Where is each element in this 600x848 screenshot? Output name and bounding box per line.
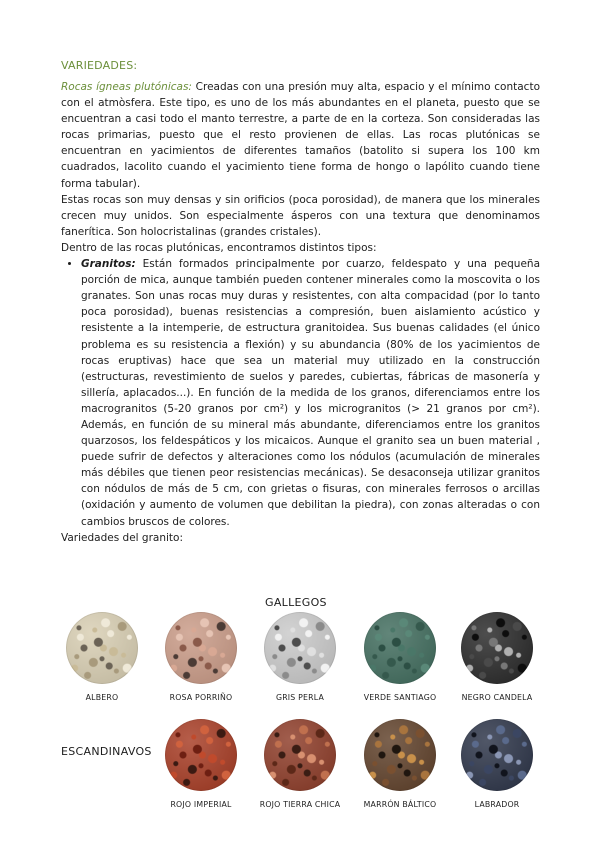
galician-group-label: GALLEGOS [265, 596, 327, 609]
granite-swatch-rojo-imperial [161, 719, 241, 809]
granite-term: Granitos: [81, 258, 136, 271]
granite-swatch-labrador [457, 719, 537, 809]
granite-swatch-marron-baltico [360, 719, 440, 809]
intro-term: Rocas ígneas plutónicas: [61, 81, 192, 93]
swatch-label: GRIS PERLA [275, 693, 325, 702]
swatch-label: VERDE SANTIAGO [363, 693, 437, 702]
scandinavian-group-label: ESCANDINAVOS [61, 745, 152, 758]
swatch-label: LABRADOR [474, 800, 520, 809]
swatch-label: ROJO IMPERIAL [170, 800, 232, 809]
granite-swatch-negro-candela [457, 612, 537, 702]
density-paragraph: Estas rocas son muy densas y sin orificios (poca porosidad), de manera que los minerales crecen muy unidos. Son especialmente ásperos con una textura que denominamos fanerítica. Son holocristalinas (grandes cristales). [61, 193, 540, 238]
granite-texture-negro-candela [461, 612, 533, 684]
granite-swatch-albero [62, 612, 142, 702]
granite-texture-gris-perla [264, 612, 336, 684]
swatch-label: ROJO TIERRA CHICA [259, 800, 341, 809]
granite-texture-labrador [461, 719, 533, 791]
body-text [61, 79, 540, 546]
list-item-granite [81, 256, 540, 530]
granite-texture-rojo-tierra-chica [264, 719, 336, 791]
granite-swatch-rojo-tierra-chica [260, 719, 340, 809]
granite-texture-rosa-porrino [165, 612, 237, 684]
swatch-label: MARRÓN BÁLTICO [363, 800, 437, 809]
types-list [61, 256, 540, 530]
intro-paragraph [61, 79, 540, 192]
granite-swatch-verde-santiago [360, 612, 440, 702]
intro-text: Creadas con una presión muy alta, espacio y el mínimo contacto con el atmòsfera. Este tipo, es uno de los más abundantes en el planeta, puesto que se encuentran a casi todo el manto terrestre, a parte de en la corteza. Son consideradas las rocas primarias, puesto que el resto provienen de ellas. Las rocas plutónicas se encuentran en yacimientos de diferentes tamaños (batolito si supera los 100 km cuadrados, lacolito cuando el yacimiento tiene forma de hongo o lapólito cuando tiene forma tabular). [61, 81, 540, 190]
section-heading: VARIEDADES: [61, 59, 138, 72]
swatch-label: ALBERO [85, 693, 119, 702]
swatch-label: NEGRO CANDELA [461, 693, 533, 702]
granite-texture-verde-santiago [364, 612, 436, 684]
granite-swatch-gris-perla [260, 612, 340, 702]
swatch-label: ROSA PORRIÑO [169, 693, 233, 702]
granite-swatch-rosa-porrino [161, 612, 241, 702]
types-intro: Dentro de las rocas plutónicas, encontramos distintos tipos: [61, 241, 377, 254]
granite-texture-rojo-imperial [165, 719, 237, 791]
granite-text: Están formados principalmente por cuarzo, feldespato y una pequeña porción de mica, aunque también pueden contener minerales como la moscovita o los granates. Son unas rocas muy duras y resistentes, con alta compacidad (por lo tanto poca porosidad), buenas resistencias a compresión, buen aislamiento acústico y resistente a la intemperie, de estructura granitoidea. Sus buenas calidades (el único problema es su resistencia a flexión) y su abundancia (80% de los yacimientos de rocas eruptivas) hace que sea un material muy utilizado en la construcción (estructuras, revestimiento de suelos y paredes, cubiertas, fábricas de masonería y sillería, aplacados...). En función de la medida de los granos, diferenciamos entre los macrogranitos (5-20 granos por cm²) y los microgranitos (> 21 granos por cm²). Además, en función de su mineral más abundante, diferenciamos entre los granitos quarzosos, los feldespáticos y los micaicos. Aunque el granito sea un buen material , puede sufrir de defectos y alteraciones como los nódulos (acumulación de minerales más débiles que tienen peor resistencias mecánicas). Se desaconseja utilizar granitos con nódulos de más de 5 cm, con grietas o fisuras, con minerales ferrosos o arcillas (oxidación y aumento de volumen que debilitan la piedra), con zonas alteradas o con cambios bruscos de colores. [81, 258, 540, 528]
granite-texture-albero [66, 612, 138, 684]
varieties-caption: Variedades del granito: [61, 531, 183, 544]
granite-texture-marron-baltico [364, 719, 436, 791]
